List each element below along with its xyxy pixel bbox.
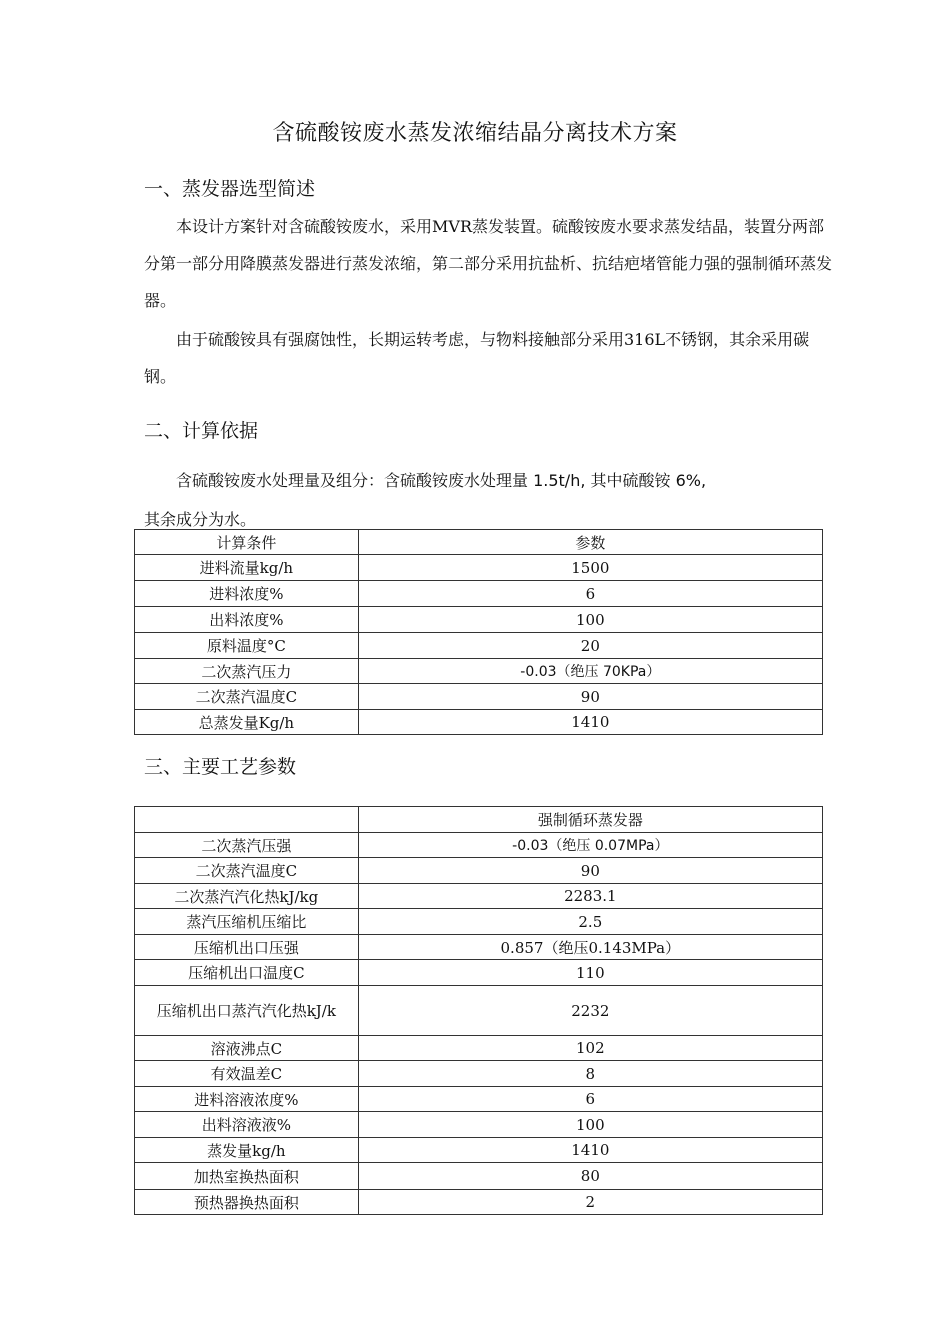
table-row xyxy=(135,1061,823,1087)
table-cell-value: 20 xyxy=(358,633,822,659)
table-row xyxy=(135,1036,823,1061)
table-cell-value: 2 xyxy=(358,1190,822,1215)
section1-paragraph-1: 本设计方案针对含硫酸铵废水，采用MVR蒸发装置。硫酸铵废水要求蒸发结晶，装置分两部分第一部分用降膜蒸发器进行蒸发浓缩，第二部分采用抗盐析、抗结疤堵管能力强的强制循环蒸发器。 xyxy=(144,217,833,310)
table-row xyxy=(135,909,823,935)
table-cell-label: 蒸汽压缩机压缩比 xyxy=(135,909,359,935)
table-cell-label: 二次蒸汽压强 xyxy=(135,833,359,858)
calculation-basis-table xyxy=(134,529,823,735)
table-cell-value: 0.857（绝压0.143MPa） xyxy=(358,935,822,960)
table-cell-label: 压缩机出口温度C xyxy=(135,960,359,986)
table-cell-label: 二次蒸汽压力 xyxy=(135,659,359,684)
table-cell-value: 100 xyxy=(358,607,822,633)
table-row xyxy=(135,1112,823,1138)
table-row xyxy=(135,986,823,1036)
document-title: 含硫酸铵废水蒸发浓缩结晶分离技术方案 xyxy=(272,121,678,146)
table-header-row xyxy=(135,807,823,833)
table-row xyxy=(135,884,823,909)
table-cell-value: 1500 xyxy=(358,555,822,581)
table-cell-value: 1410 xyxy=(358,710,822,735)
table-cell-value: 2283.1 xyxy=(358,884,822,909)
table-cell-label: 溶液沸点C xyxy=(135,1036,359,1061)
process-parameters-table xyxy=(134,806,823,1215)
table-cell-value: 8 xyxy=(358,1061,822,1087)
table-cell-label: 总蒸发量Kg/h xyxy=(135,710,359,735)
table-cell-label: 原料温度°C xyxy=(135,633,359,659)
section3-heading: 三、主要工艺参数 xyxy=(144,756,297,778)
table-cell-value: 102 xyxy=(358,1036,822,1061)
table-cell-value: 1410 xyxy=(358,1138,822,1163)
table-cell-value: 强制循环蒸发器 xyxy=(358,807,822,833)
table-row xyxy=(135,555,823,581)
table-cell-label: 压缩机出口蒸汽汽化热kJ/k xyxy=(135,986,359,1036)
table-cell-label: 进料浓度% xyxy=(135,581,359,607)
table-cell-value: 80 xyxy=(358,1163,822,1190)
table-cell-label: 加热室换热面积 xyxy=(135,1163,359,1190)
table-row xyxy=(135,833,823,858)
table-row xyxy=(135,633,823,659)
table-cell-value: -0.03（绝压 0.07MPa） xyxy=(358,833,822,858)
section2-paragraph-line1: 含硫酸铵废水处理量及组分：含硫酸铵废水处理量 1.5t/h, 其中硫酸铵 6%, xyxy=(176,471,707,490)
table-cell-label: 出料溶液液% xyxy=(135,1112,359,1138)
table-row xyxy=(135,935,823,960)
table-row xyxy=(135,710,823,735)
section2-heading: 二、计算依据 xyxy=(144,420,259,442)
table-cell-value: 90 xyxy=(358,684,822,710)
table-header-row xyxy=(135,530,823,555)
section2-paragraph-line2: 其余成分为水。 xyxy=(144,510,257,529)
table-row xyxy=(135,858,823,884)
table-row xyxy=(135,960,823,986)
table-cell-value: 90 xyxy=(358,858,822,884)
table-cell-value: 2.5 xyxy=(358,909,822,935)
table-cell-value: 2232 xyxy=(358,986,822,1036)
table-row xyxy=(135,1138,823,1163)
table-cell-value: -0.03（绝压 70KPa） xyxy=(358,659,822,684)
table-cell-value: 100 xyxy=(358,1112,822,1138)
table-cell-label: 二次蒸汽温度C xyxy=(135,684,359,710)
section1-heading: 一、蒸发器选型简述 xyxy=(144,178,316,200)
table-cell-label: 进料溶液浓度% xyxy=(135,1087,359,1112)
table-cell-value: 参数 xyxy=(358,530,822,555)
table-cell-value: 110 xyxy=(358,960,822,986)
table-cell-label: 有效温差C xyxy=(135,1061,359,1087)
table-row xyxy=(135,581,823,607)
table-row xyxy=(135,1190,823,1215)
table-cell-label xyxy=(135,807,359,833)
table-cell-label: 压缩机出口压强 xyxy=(135,935,359,960)
table-cell-label: 二次蒸汽汽化热kJ/kg xyxy=(135,884,359,909)
section1-paragraph-2: 由于硫酸铵具有强腐蚀性，长期运转考虑，与物料接触部分采用316L不锈钢，其余采用碳钢。 xyxy=(144,330,810,386)
table-row xyxy=(135,1163,823,1190)
table-cell-value: 6 xyxy=(358,581,822,607)
table-cell-label: 进料流量kg/h xyxy=(135,555,359,581)
table-row xyxy=(135,607,823,633)
table-cell-label: 二次蒸汽温度C xyxy=(135,858,359,884)
table-row xyxy=(135,659,823,684)
table-cell-label: 蒸发量kg/h xyxy=(135,1138,359,1163)
table-row xyxy=(135,1087,823,1112)
table-row xyxy=(135,684,823,710)
table-cell-label: 预热器换热面积 xyxy=(135,1190,359,1215)
table-cell-label: 出料浓度% xyxy=(135,607,359,633)
table-cell-value: 6 xyxy=(358,1087,822,1112)
table-cell-label: 计算条件 xyxy=(135,530,359,555)
